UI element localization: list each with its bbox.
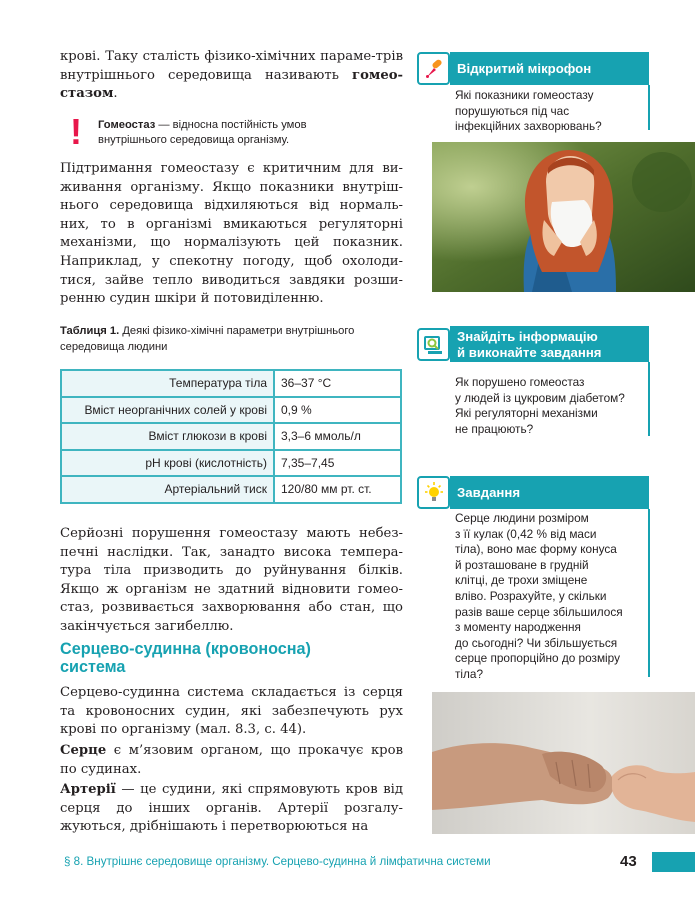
- box3-line: з моменту народження: [455, 620, 581, 635]
- table-row: [61, 397, 401, 424]
- sneezing-woman-photo: [432, 142, 695, 292]
- param-cell: Вміст неорганічних солей у крові: [61, 397, 274, 424]
- search-info-icon: [417, 328, 450, 361]
- box2-line: не працюють?: [455, 421, 534, 436]
- page-footer: [0, 846, 695, 886]
- cardio-paragraph: Серцево-судинна система складається із серця та кровоносних судин, які забезпечують рух крові по організму (мал. 8.3, с. 44).: [60, 685, 403, 738]
- value-cell: 7,35–7,45: [274, 450, 401, 477]
- box3-line: серце пропорційно до розміру: [455, 651, 621, 666]
- box2-line: Які регуляторні механізми: [455, 406, 598, 421]
- term-homeostasis: гомео-стазом: [60, 67, 403, 102]
- table-row: [61, 423, 401, 450]
- box2-line: Як порушено гомеостаз: [455, 375, 585, 389]
- task-header: [417, 476, 649, 509]
- definition-line2: внутрішнього середовища організму.: [98, 134, 290, 146]
- open-microphone-header: [417, 52, 649, 85]
- table-row: [61, 450, 401, 477]
- find-info-title-line2: й виконайте завдання: [457, 345, 602, 360]
- parameters-table: [60, 369, 402, 504]
- open-microphone-text: [455, 88, 602, 135]
- heart-text: є м’язовим органом, що прокачує кров по судинах.: [60, 743, 403, 777]
- box3-line: тіла?: [455, 666, 484, 681]
- box3-line: до сьогодні? Чи збільшується: [455, 635, 618, 650]
- arteries-text: — це судини, які спрямовують кров від серця до інших органів. Артерії розгалу-жуються, дрібнішають і перетворюються на: [60, 782, 403, 835]
- find-info-title-line1: Знайдіть інформацію: [457, 329, 598, 344]
- value-cell: 0,9 %: [274, 397, 401, 424]
- box3-line: з її кулак (0,42 % від маси: [455, 526, 597, 541]
- definition-line1: — відносна постійність умов: [155, 119, 307, 131]
- table-caption-label: Таблиця 1.: [60, 325, 120, 337]
- definition-term: Гомеостаз: [98, 119, 156, 131]
- page-number: 43: [620, 853, 637, 870]
- homeostasis-paragraph: Підтримання гомеостазу є критичним для ви-живання організму. Якщо показники внутріш-нього середовища відхиляються від нормаль-них, то в організмі вмикаються регуляторні механізми, що нормалізують цей показник. Наприклад, у спекотну погоду, щоб охолоди-тися, зайве тепло виводиться завдяки розши-ренню судин шкіри й потовиділенню.: [60, 161, 403, 307]
- term-arteries: Артерії: [60, 782, 116, 797]
- find-info-header: [417, 326, 649, 362]
- arteries-paragraph: [60, 781, 403, 837]
- box3-line: вліво. Розрахуйте, у скільки: [455, 588, 607, 603]
- box1-line: порушуються під час: [455, 103, 570, 118]
- box3-line: й розташоване в грудній: [455, 557, 589, 572]
- box3-border: [648, 509, 650, 677]
- definition-text: [98, 118, 307, 148]
- param-cell: Вміст глюкози в крові: [61, 423, 274, 450]
- microphone-icon: [417, 52, 450, 85]
- task-text: [455, 511, 623, 683]
- box2-line: у людей із цукровим діабетом?: [455, 390, 625, 405]
- exclamation-icon: !: [70, 111, 82, 152]
- section-title-line2: система: [60, 658, 126, 676]
- table-row: [61, 370, 401, 397]
- term-heart: Серце: [60, 743, 107, 758]
- table-caption-text: Деякі фізико-хімічні параметри внутрішнього середовища людини: [60, 325, 355, 353]
- open-microphone-title: Відкритий мікрофон: [450, 52, 649, 85]
- lightbulb-icon: [417, 476, 450, 509]
- footer-section-title: § 8. Внутрішнє середовище організму. Серцево-судинна й лімфатична системи: [64, 855, 491, 868]
- box1-line: Які показники гомеостазу: [455, 88, 594, 102]
- page-number-tab: [652, 852, 695, 872]
- section-title-line1: Серцево-судинна (кровоносна): [60, 640, 311, 658]
- box1-border: [648, 85, 650, 130]
- find-info-text: [455, 375, 625, 437]
- disorders-paragraph: Серйозні порушення гомеостазу мають небез-печні наслідки. Так, занадто висока темпера-тура тіла призводить до руйнування білків. Якщо ж організм не здатний відновити гомео-стаз, розвивається захворювання або стан, що закінчується загибеллю.: [60, 526, 403, 634]
- top-paragraph-end: .: [113, 86, 118, 102]
- value-cell: 36–37 °С: [274, 370, 401, 397]
- value-cell: 3,3–6 ммоль/л: [274, 423, 401, 450]
- param-cell: pH крові (кислотність): [61, 450, 274, 477]
- fist-bump-photo: [432, 692, 695, 834]
- box3-line: клітці, де трохи зміщене: [455, 573, 588, 588]
- find-info-title: [450, 326, 649, 362]
- box2-border: [648, 362, 650, 436]
- box3-line: Серце людини розміром: [455, 511, 589, 525]
- top-paragraph-text: крові. Таку сталість фізико-хімічних параме-трів внутрішнього середовища називають: [60, 49, 403, 83]
- heart-paragraph: [60, 742, 403, 779]
- value-cell: 120/80 мм рт. ст.: [274, 476, 401, 503]
- param-cell: Артеріальний тиск: [61, 476, 274, 503]
- definition-note: [60, 112, 403, 154]
- box3-line: разів ваше серце збільшилося: [455, 604, 623, 619]
- task-title: Завдання: [450, 476, 649, 509]
- box1-line: інфекційних захворювань?: [455, 119, 602, 134]
- table-row: [61, 476, 401, 503]
- table-caption: [60, 324, 403, 355]
- param-cell: Температура тіла: [61, 370, 274, 397]
- box3-line: тіла), воно має форму конуса: [455, 542, 617, 557]
- top-paragraph: [60, 48, 403, 104]
- section-title: [60, 640, 403, 676]
